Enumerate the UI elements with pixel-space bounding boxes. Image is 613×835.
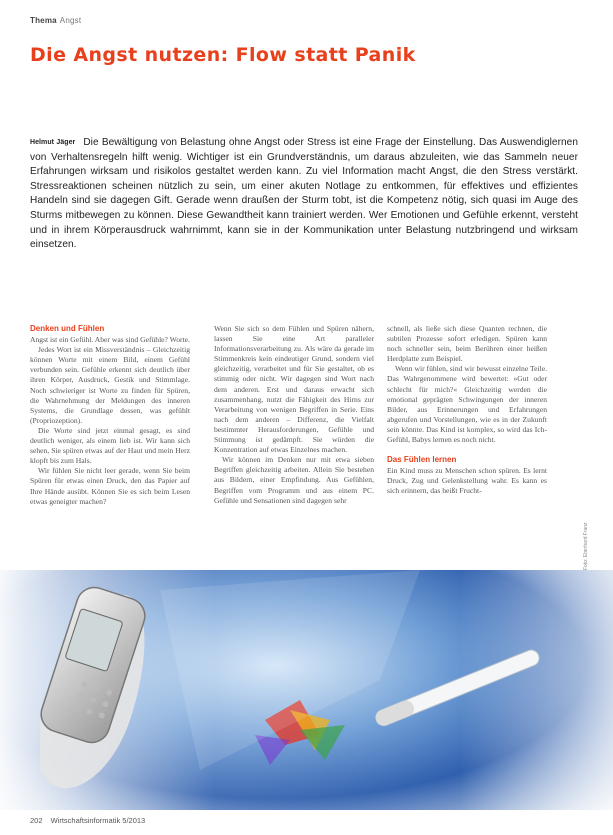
page-number: 202 xyxy=(30,816,43,825)
body-paragraph: Die Worte sind jetzt einmal gesagt, es sind deutlich weniger, als einem lieb ist. Wir kann sich sehen, Sie spüren etwas auf der Haut und mein Herz klopft bis zum Hals. xyxy=(30,425,190,466)
body-paragraph: Angst ist ein Gefühl. Aber was sind Gefühle? Worte. xyxy=(30,335,190,345)
body-paragraph: Ein Kind muss zu Menschen schon spüren. Es lernt Druck, Zug und Gelenkstellung wahr. Es kann es sich erinnern, das heißt Frucht- xyxy=(387,466,547,496)
body-paragraph: Jedes Wort ist ein Missverständnis – Gleichzeitig können Worte mit einem Bild, einem Gefühl verbunden sein. Gefühle erkennt sich deutlich über ihren Körper, Ausdruck, Gestik und Stimmlage. Noch schwieriger ist Worte zu finden für Spüren, die Wahrnehmung der Meldungen des inneren Systems, die Grundlage dessen, was gefühlt (Propriozeption). xyxy=(30,345,190,425)
photo-credit: Foto: Eberhard Franz xyxy=(583,522,589,570)
intro-paragraph xyxy=(30,136,578,253)
page-footer xyxy=(30,816,151,825)
text-column-3 xyxy=(387,324,547,497)
author-name: Helmut Jäger xyxy=(30,139,76,146)
text-column-1 xyxy=(30,324,190,507)
body-paragraph: Wenn Sie sich so dem Fühlen und Spüren nähern, lassen Sie eine Art paralleler Informationsverarbeitung zu. Als wäre da gerade im Stimmenkreis kein eindeutiger Grund, sondern viel gleichzeitig, verarbeitet und für Sie gestaltet, ob es stimmig oder nicht. Wir dagegen sind Wort nach dem anderen. Erst und daraus erwacht sich zusammenhang, nutzt die Fähigkeit des Hirns zur Verarbeitung von wenigen Begriffen in Serie. Eins nach dem anderen – Differenz, die Vielfalt bestimmter Herausforderungen, Gefühle und Stimmung ist gedämpft. Sie würden die Konzentration auf etwas Einzelnes machen. xyxy=(214,324,374,455)
body-paragraph: schnell, als ließe sich diese Quanten rechnen, die subtilen Prozesse sofort erledigen. Spüren kann noch schneller sein, beim Berühren einer heißen Herdplatte zum Beispiel. xyxy=(387,324,547,364)
kicker-sub: Angst xyxy=(59,16,82,25)
photo-illustration xyxy=(0,570,613,810)
page-title: Die Angst nutzen: Flow statt Panik xyxy=(30,44,416,66)
section-kicker xyxy=(30,16,81,25)
magazine-name: Wirtschaftsinformatik 5/2013 xyxy=(50,816,146,825)
body-paragraph: Wenn wir fühlen, sind wir bewusst einzelne Teile. Das Wahrgenommene wird bewertet: »Gut oder schlecht für mich?« Gleichzeitig werden die emotional geprägten Schwingungen der inneren Bilder, aus Erinnerungen und Erfahrungen abgerufen und Vorstellungen, wie es in der Zukunft sein könnte. Das Kind ist komplex, so wird das Ich-Gefühl, Babys lernen es noch nicht. xyxy=(387,364,547,445)
section-heading: Denken und Fühlen xyxy=(30,324,105,333)
intro-text: Die Bewältigung von Belastung ohne Angst oder Stress ist eine Frage der Einstellung. Das Auswendiglernen von Verhaltensregeln hilft wenig. Wichtiger ist ein Grundverständnis, um daraus abzuleiten, wie das Sammeln neuer Erfahrungen wirksam und risikolos gestaltet werden kann. Zu viel Information macht Angst, die den Stress verstärkt. Stressreaktionen scheinen nützlich zu sein, um einer akuten Notlage zu entkommen, für effektives und effizientes Handeln sind sie dagegen Gift. Gerade wenn draußen der Sturm tobt, ist die Kompetenz nötig, sich quasi im Auge des Sturms mitbewegen zu können. Diese Gewandtheit kann trainiert werden. Wer Emotionen und Gefühle erkennt, versteht und in ihrem Körperausdruck wahrnimmt, kann sie in der Kommunikation unter Belastung nutzbringend und wirksam einsetzen. xyxy=(30,137,578,251)
article-photo xyxy=(0,570,613,810)
text-column-2 xyxy=(214,324,374,506)
body-paragraph: Wir fühlen Sie nicht leer gerade, wenn Sie beim Spüren für etwas einen Druck, den das Papier auf Ihre Hände ausübt. Können Sie es sich beim Lesen etwas geneigter machen? xyxy=(30,466,190,506)
kicker-label: Thema xyxy=(30,16,57,25)
section-heading: Das Fühlen lernen xyxy=(387,455,457,465)
body-paragraph: Wir können im Denken nur mit etwa sieben Begriffen gleichzeitig arbeiten. Allein Sie bestehen aus Bildern, einer Empfindung. Aus Gefühlen, Begriffen vom Programm und aus einem PC. Gefühle und Sensationen sind dagegen sehr xyxy=(214,455,374,505)
